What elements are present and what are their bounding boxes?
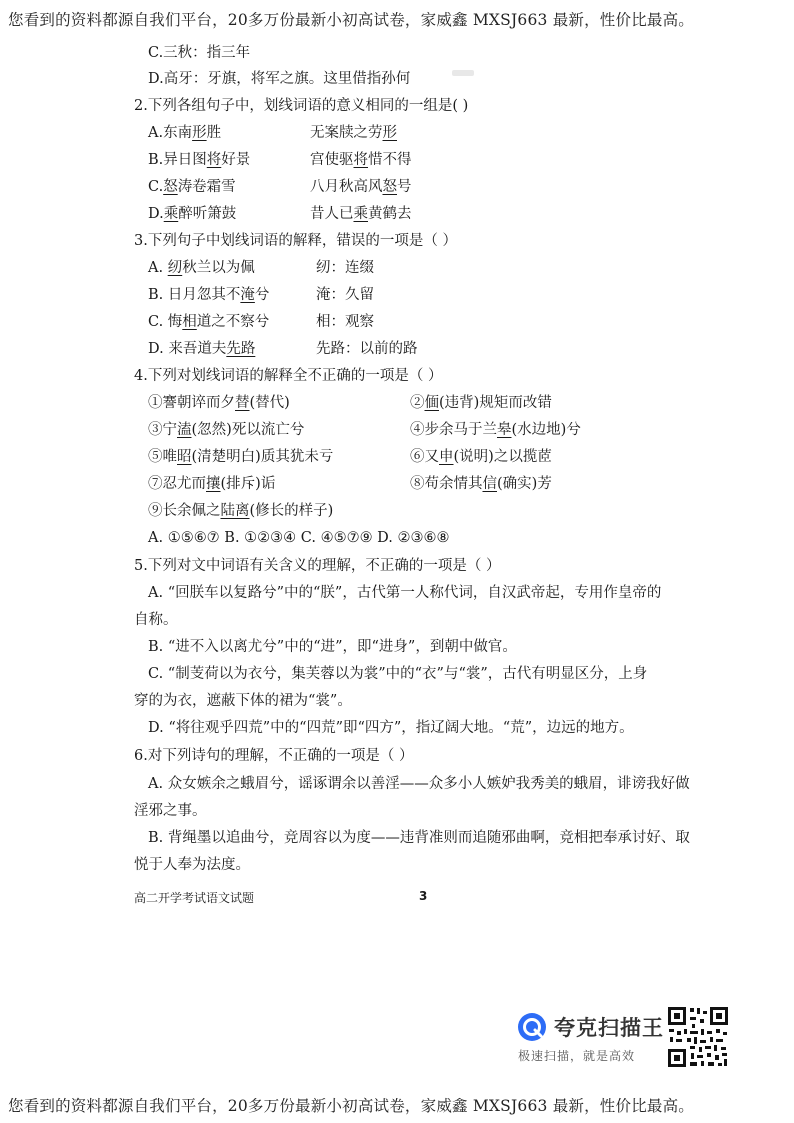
top-banner: 您看到的资料都源自我们平台，20多万份最新小初高试卷，家威鑫 MXSJ663 最新，性价比最高。 — [8, 11, 695, 29]
q2-stem: 2.下列各组句子中，划线词语的意义相同的一组是( ) — [134, 98, 469, 114]
page-number: 3 — [419, 889, 428, 903]
q3-option-d-gloss: 先路：以前的路 — [316, 341, 418, 357]
q4-stem: 4.下列对划线词语的解释全不正确的一项是（ ） — [134, 368, 443, 384]
q5-option-d: D. “将往观乎四荒”中的“四荒”即“四方”，指辽阔大地。“荒”，边远的地方。 — [148, 720, 634, 736]
bottom-banner: 您看到的资料都源自我们平台，20多万份最新小初高试卷，家威鑫 MXSJ663 最新，性价比最高。 — [8, 1097, 695, 1115]
q4-item-9: ⑨长余佩之陆离(修长的样子) — [148, 503, 334, 519]
quark-logo-icon — [516, 1011, 548, 1043]
q4-item-5: ⑤唯昭(清楚明白)质其犹未亏 — [148, 449, 334, 465]
q6-option-a-line1: A. 众女嫉余之蛾眉兮，谣诼谓余以善淫——众多小人嫉妒我秀美的蛾眉，诽谤我好做 — [148, 776, 690, 792]
q3-option-c-gloss: 相：观察 — [316, 314, 374, 330]
q5-option-c-line1: C. “制芰荷以为衣兮，集芙蓉以为裳”中的“衣”与“裳”，古代有明显区分，上身 — [148, 666, 648, 682]
scanner-watermark — [516, 1009, 666, 1069]
q3-option-b: B. 日月忽其不淹兮 — [148, 287, 270, 303]
footer-title: 高二开学考试语文试题 — [134, 891, 255, 905]
scan-smudge — [452, 70, 474, 76]
q2-option-a-left: A.东南形胜 — [148, 125, 222, 141]
q2-option-b-right: 宫使驱将惜不得 — [310, 152, 412, 168]
q2-option-b-left: B.异日图将好景 — [148, 152, 251, 168]
q4-item-6: ⑥又申(说明)之以揽茝 — [410, 449, 552, 465]
q5-option-c-line2: 穿的为衣，遮蔽下体的裙为“裳”。 — [134, 693, 352, 709]
q4-item-3: ③宁溘(忽然)死以流亡兮 — [148, 422, 305, 438]
q4-item-8: ⑧苟余情其信(确实)芳 — [410, 476, 552, 492]
q3-option-d: D. 来吾道夫先路 — [148, 341, 256, 357]
q6-option-a-line2: 淫邪之事。 — [134, 803, 207, 819]
q4-item-1: ①謇朝谇而夕替(替代) — [148, 395, 290, 411]
q5-option-a-line1: A. “回朕车以复路兮”中的“朕”，古代第一人称代词，自汉武帝起，专用作皇帝的 — [148, 585, 662, 601]
q2-option-a-right: 无案牍之劳形 — [310, 125, 397, 141]
q3-option-a-gloss: 纫：连缀 — [316, 260, 374, 276]
q3-option-c: C. 悔相道之不察兮 — [148, 314, 270, 330]
qr-code-icon — [666, 1005, 730, 1069]
scanner-slogan: 极速扫描，就是高效 — [518, 1049, 636, 1063]
scanner-brand: 夸克扫描王 — [554, 1016, 664, 1040]
q2-option-c-left: C.怒涛卷霜雪 — [148, 179, 236, 195]
q4-item-2: ②偭(违背)规矩而改错 — [410, 395, 552, 411]
q6-option-b-line1: B. 背绳墨以追曲兮，竞周容以为度——违背准则而追随邪曲啊，竞相把奉承讨好、取 — [148, 830, 690, 846]
q5-option-b: B. “进不入以离尤兮”中的“进”，即“进身”，到朝中做官。 — [148, 639, 517, 655]
q3-stem: 3.下列句子中划线词语的解释，错误的一项是（ ） — [134, 233, 457, 249]
q3-option-b-gloss: 淹：久留 — [316, 287, 374, 303]
q2-option-c-right: 八月秋高风怒号 — [310, 179, 412, 195]
q4-item-4: ④步余马于兰皋(水边地)兮 — [410, 422, 581, 438]
q2-option-d-right: 昔人已乘黄鹤去 — [310, 206, 412, 222]
q4-choices: A. ①⑤⑥⑦ B. ①②③④ C. ④⑤⑦⑨ D. ②③⑥⑧ — [148, 530, 450, 546]
q5-stem: 5.下列对文中词语有关含义的理解，不正确的一项是（ ） — [134, 558, 501, 574]
q6-option-b-line2: 悦于人奉为法度。 — [134, 857, 250, 873]
q6-stem: 6.对下列诗句的理解，不正确的一项是（ ） — [134, 748, 414, 764]
q5-option-a-line2: 自称。 — [134, 612, 178, 628]
q1-option-c: C.三秋：指三年 — [148, 45, 251, 61]
q1-option-d: D.高牙：牙旗，将军之旗。这里借指孙何 — [148, 71, 411, 87]
q2-option-d-left: D.乘醉听箫鼓 — [148, 206, 237, 222]
q4-item-7: ⑦忍尤而攘(排斥)诟 — [148, 476, 276, 492]
q3-option-a: A. 纫秋兰以为佩 — [148, 260, 255, 276]
